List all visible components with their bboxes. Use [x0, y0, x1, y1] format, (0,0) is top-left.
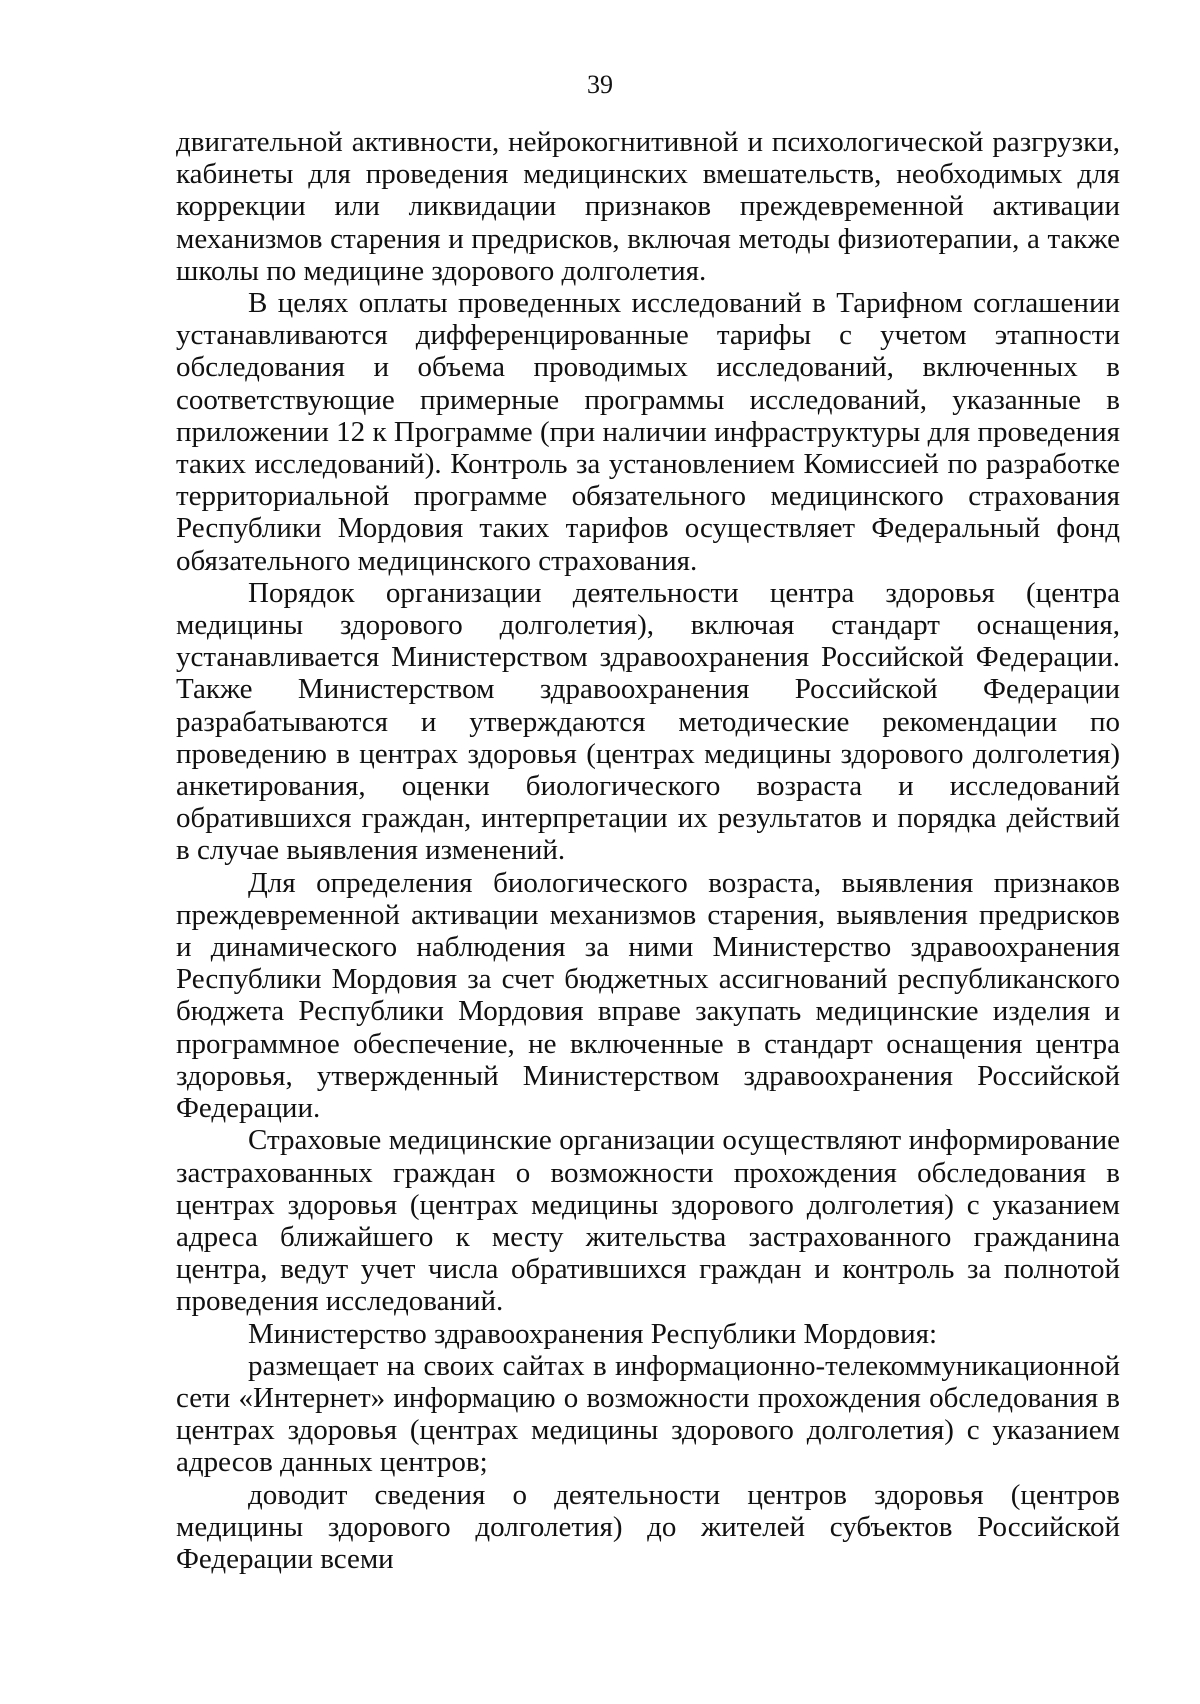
paragraph-insurance-organizations: Страховые медицинские организации осуществляют информирование застрахованных граждан о возможности прохождения обследования в центрах здоровья (центрах медицины здорового долголетия) с указанием адреса ближайшего к месту жительства застрахованного гражданина центра, ведут учет числа обратившихся граждан и контроль за полнотой проведения исследований.: [176, 1124, 1120, 1318]
paragraph-ministry-heading: Министерство здравоохранения Республики Мордовия:: [248, 1317, 938, 1350]
paragraph-inform-residents: доводит сведения о деятельности центров здоровья (центров медицины здорового долголетия) до жителей субъектов Российской Федерации всеми: [176, 1478, 1120, 1575]
paragraph-organization-order: Порядок организации деятельности центра здоровья (центра медицины здорового долголетия), включая стандарт оснащения, устанавливается Министерством здравоохранения Российской Федерации. Также Министерством здравоохранения Российской Федерации разрабатываются и утверждаются методические рекомендации по проведению в центрах здоровья (центрах медицины здорового долголетия) анкетирования, оценки биологического возраста и исследований обратившихся граждан, интерпретации их результатов и порядка действий в случае выявления изменений.: [176, 576, 1120, 867]
paragraph-tariffs: В целях оплаты проведенных исследований в Тарифном соглашении устанавливаются дифференцированные тарифы с учетом этапности обследования и объема проводимых исследований, включенных в соответствующие примерные программы исследований, указанные в приложении 12 к Программе (при наличии инфраструктуры для проведения таких исследований). Контроль за установлением Комиссией по разработке территориальной программе обязательного медицинского страхования Республики Мордовия таких тарифов осуществляет Федеральный фонд обязательного медицинского страхования.: [176, 287, 1120, 577]
paragraph-continuation: двигательной активности, нейрокогнитивной и психологической разгрузки, кабинеты для проведения медицинских вмешательств, необходимых для коррекции или ликвидации признаков преждевременной активации механизмов старения и предрисков, включая методы физиотерапии, а также школы по медицине здорового долголетия.: [176, 126, 1120, 287]
page-number: 39: [587, 70, 613, 99]
document-body: [176, 126, 1120, 1575]
paragraph-biological-age: Для определения биологического возраста, выявления признаков преждевременной активации механизмов старения, выявления предрисков и динамического наблюдения за ними Министерство здравоохранения Республики Мордовия за счет бюджетных ассигнований республиканского бюджета Республики Мордовия вправе закупать медицинские изделия и программное обеспечение, не включенные в стандарт оснащения центра здоровья, утвержденный Министерством здравоохранения Российской Федерации.: [176, 866, 1120, 1125]
paragraph-website-info: размещает на своих сайтах в информационно-телекоммуникационной сети «Интернет» информацию о возможности прохождения обследования в центрах здоровья (центрах медицины здорового долголетия) с указанием адресов данных центров;: [176, 1349, 1120, 1479]
